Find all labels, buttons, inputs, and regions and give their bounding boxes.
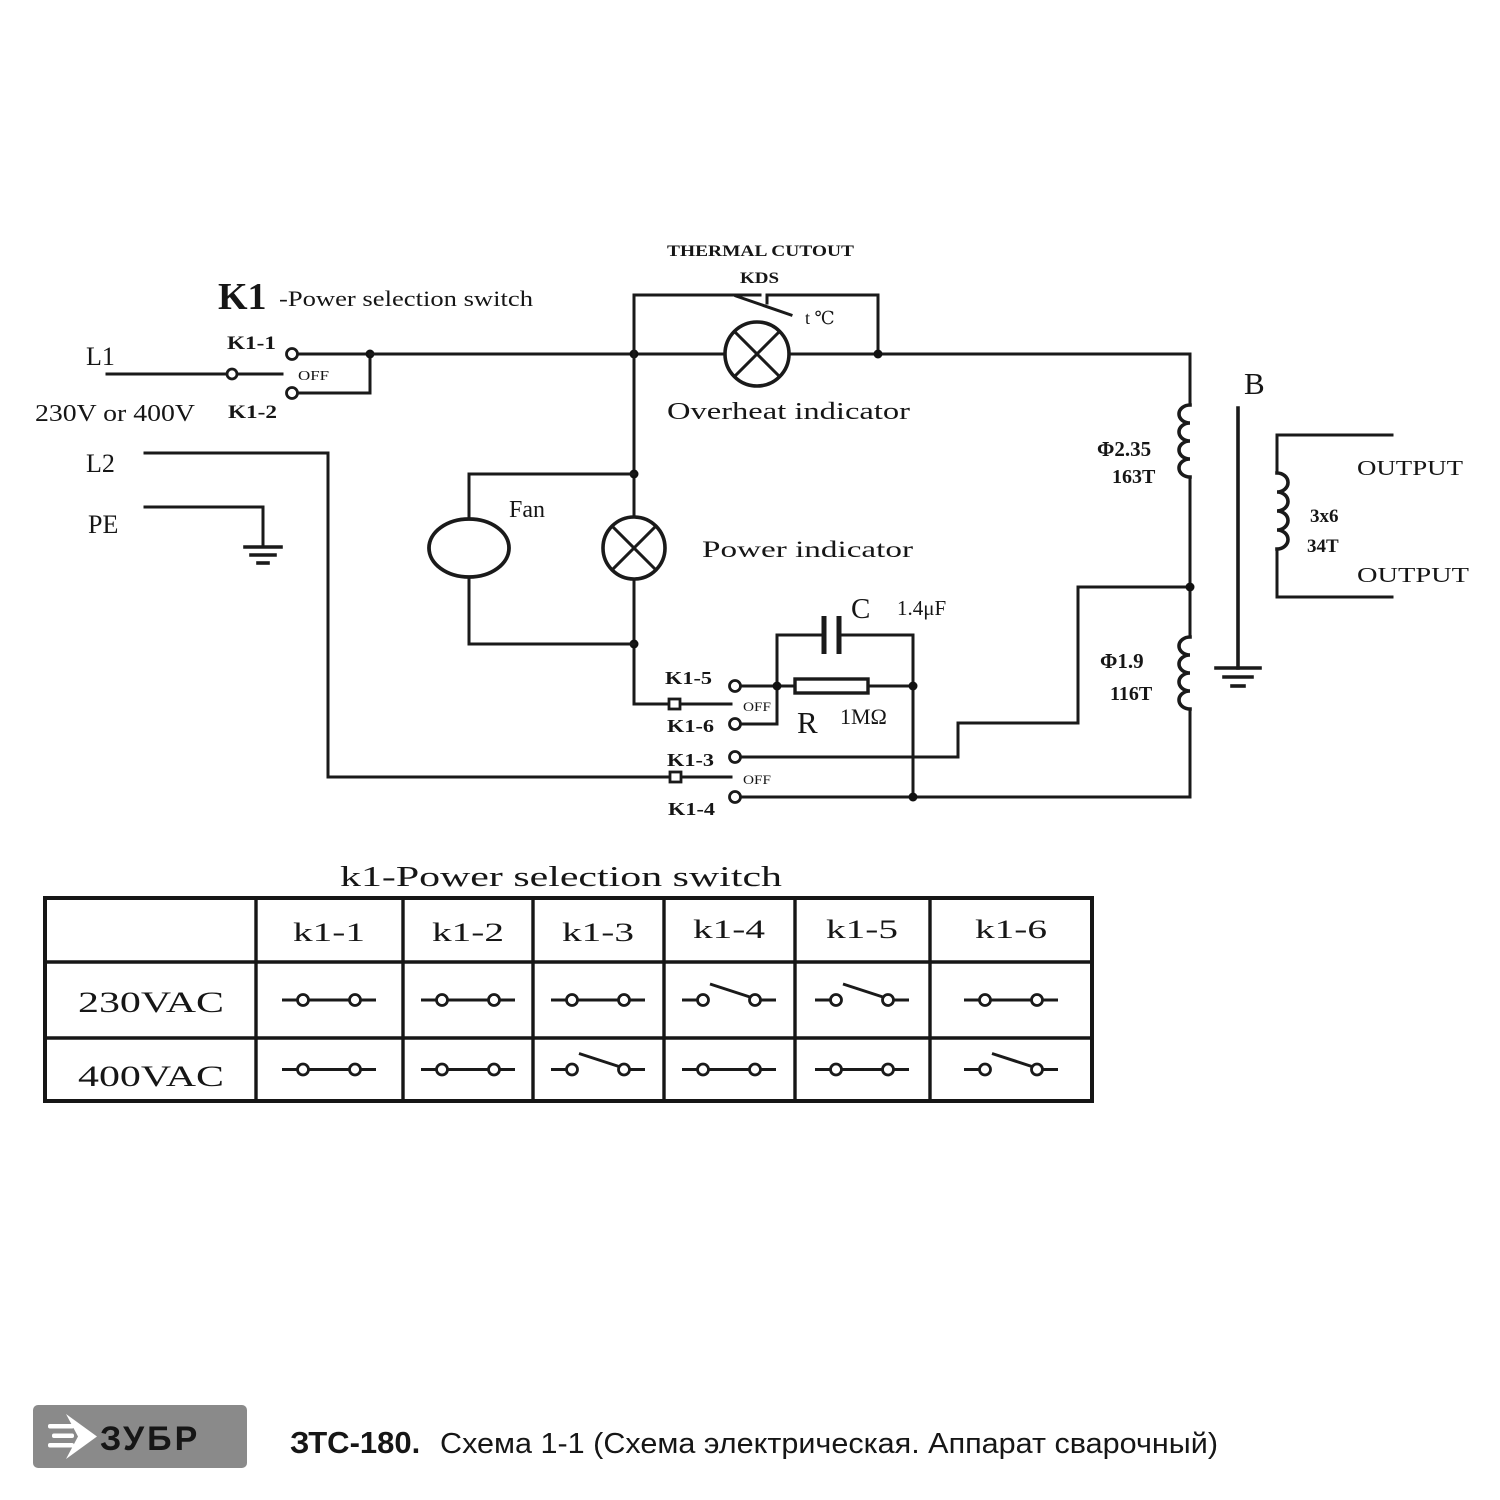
k1-4-contact <box>730 792 741 803</box>
k1-1-contact <box>287 349 298 360</box>
l1-pivot-contact <box>227 369 237 379</box>
thermal-cutout-label: THERMAL CUTOUT <box>667 243 855 260</box>
output-bottom-label: OUTPUT <box>1357 563 1470 587</box>
switch-230VAC-k1-5-open <box>815 984 909 1006</box>
resistor-icon <box>795 679 868 693</box>
footer <box>33 1405 1218 1468</box>
switch-230VAC-k1-4-open <box>682 984 776 1006</box>
switch-400VAC-k1-2-closed <box>421 1064 515 1075</box>
thermal-cutout-section <box>370 243 1190 425</box>
k1-6-contact <box>730 719 741 730</box>
switch-400VAC-k1-6-open <box>964 1054 1058 1076</box>
output-top-label: OUTPUT <box>1357 456 1464 480</box>
switch-400VAC-k1-3-open <box>551 1054 645 1076</box>
resistor-label: R <box>797 705 818 740</box>
fan-label: Fan <box>509 497 545 523</box>
power-indicator-label: Power indicator <box>702 537 914 562</box>
kds-label: KDS <box>740 270 779 287</box>
capacitor-icon <box>824 616 839 654</box>
switch-230VAC-k1-6-closed <box>964 995 1058 1006</box>
switch-400VAC-k1-4-closed <box>682 1064 776 1075</box>
brand-name: ЗУБР <box>100 1420 201 1458</box>
secondary-turns-label: 34T <box>1307 536 1339 557</box>
switch-400VAC-k1-1-closed <box>282 1064 376 1075</box>
off-top-label: OFF <box>298 368 330 383</box>
table-col-k1-1: k1-1 <box>293 918 365 947</box>
thermal-switch-blade <box>736 296 791 315</box>
resistor-value: 1MΩ <box>840 704 887 729</box>
capacitor-value: 1.4μF <box>897 596 947 620</box>
primary-winding-2-icon <box>1179 637 1190 709</box>
switch-230VAC-k1-2-closed <box>421 995 515 1006</box>
thermal-temp-label: t ℃ <box>805 308 835 328</box>
l2-label: L2 <box>86 449 115 478</box>
switch-230VAC-k1-1-closed <box>282 995 376 1006</box>
footer-caption: Схема 1-1 (Схема электрическая. Аппарат сварочный) <box>440 1428 1218 1460</box>
transformer-section <box>1097 354 1469 797</box>
selector-pivot-upper <box>669 699 680 709</box>
selector-pivot-lower <box>670 772 681 782</box>
voltage-label: 230V or 400V <box>35 401 196 427</box>
power-input-section <box>35 276 731 777</box>
table-col-k1-6: k1-6 <box>975 915 1047 944</box>
k1-2-contact <box>287 388 298 399</box>
core-ground-icon <box>1216 668 1260 686</box>
core-label: B <box>1244 366 1265 401</box>
primary-winding-1-icon <box>1179 405 1190 477</box>
primary1-diameter-label: Φ2.35 <box>1097 437 1152 461</box>
power-lamp-icon <box>603 517 665 579</box>
table-col-k1-5: k1-5 <box>826 915 898 944</box>
off-bottom-label: OFF <box>743 773 772 787</box>
switch-230VAC-k1-3-closed <box>551 995 645 1006</box>
overheat-lamp-icon <box>725 322 789 386</box>
l1-label: L1 <box>86 342 115 371</box>
primary2-diameter-label: Φ1.9 <box>1100 649 1144 673</box>
table-row-230vac: 230VAC <box>78 986 224 1019</box>
secondary-winding-icon <box>1277 473 1288 549</box>
k1-subtitle: -Power selection switch <box>279 286 533 311</box>
k1-title: K1 <box>218 276 267 318</box>
k1-4-label: K1-4 <box>668 799 715 819</box>
secondary-size-label: 3x6 <box>1310 506 1339 527</box>
capacitor-label: C <box>851 593 871 625</box>
table-row-400vac: 400VAC <box>78 1060 224 1093</box>
k1-1-label: K1-1 <box>227 333 276 354</box>
k1-5-contact <box>730 681 741 692</box>
k1-5-label: K1-5 <box>665 668 712 688</box>
table-title: k1-Power selection switch <box>340 862 782 893</box>
k1-3-label: K1-3 <box>667 750 714 770</box>
primary1-turns-label: 163T <box>1112 466 1156 488</box>
k1-6-label: K1-6 <box>667 716 714 736</box>
k1-3-contact <box>730 752 741 763</box>
k1-2-label: K1-2 <box>228 402 277 423</box>
table-col-k1-4: k1-4 <box>693 915 765 944</box>
primary2-turns-label: 116T <box>1110 683 1153 705</box>
table-col-k1-3: k1-3 <box>562 918 634 947</box>
table-col-k1-2: k1-2 <box>432 918 504 947</box>
switch-state-cells <box>282 984 1058 1075</box>
off-mid-label: OFF <box>743 700 772 714</box>
pe-label: PE <box>88 510 119 539</box>
pe-ground-icon <box>245 547 281 563</box>
fan-icon <box>429 519 509 577</box>
footer-model: ЗТС-180. <box>290 1425 421 1460</box>
switch-400VAC-k1-5-closed <box>815 1064 909 1075</box>
selection-table <box>45 862 1092 1101</box>
overheat-indicator-label: Overheat indicator <box>667 399 911 425</box>
